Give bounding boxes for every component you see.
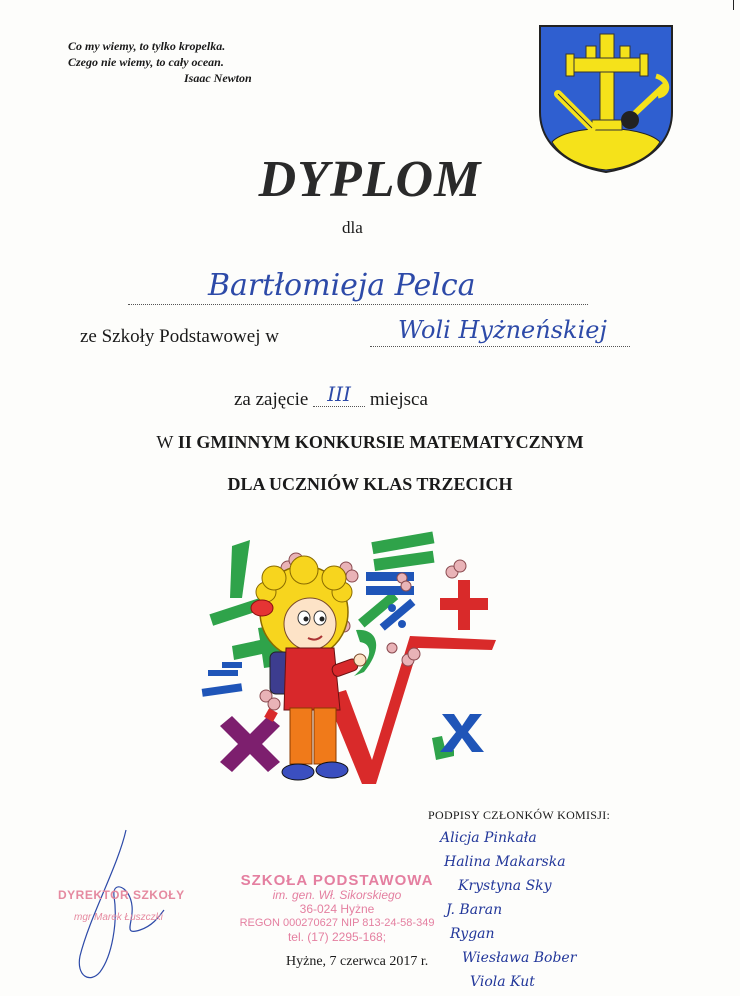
quote-line-2: Czego nie wiemy, to cały ocean. bbox=[68, 55, 224, 69]
place-prefix: za zajęcie bbox=[234, 389, 309, 410]
signature: Halina Makarska bbox=[444, 854, 566, 870]
signature: Wiesława Bober bbox=[462, 950, 577, 966]
director-title: DYREKTOR SZKOŁY bbox=[58, 888, 185, 902]
school-prefix: ze Szkoły Podstawowej w bbox=[80, 326, 279, 347]
place-date: Hyżne, 7 czerwca 2017 r. bbox=[286, 954, 429, 969]
place-row bbox=[234, 382, 428, 411]
director-name: mgr Marek Łuszczki bbox=[74, 912, 163, 923]
for-label: dla bbox=[342, 218, 363, 237]
recipient-name: Bartłomieja Pelca bbox=[208, 268, 476, 303]
contest-line-1 bbox=[0, 432, 740, 453]
director-stamp bbox=[58, 888, 185, 923]
stamp-ids: REGON 000270627 NIP 813-24-58-349 bbox=[239, 917, 435, 929]
signature: Alicja Pinkała bbox=[440, 830, 537, 846]
signature: Rygan bbox=[450, 926, 495, 942]
contest-line-2: DLA UCZNIÓW KLAS TRZECICH bbox=[227, 474, 513, 494]
school-stamp bbox=[232, 874, 442, 944]
commission-header: PODPISY CZŁONKÓW KOMISJI: bbox=[428, 808, 611, 822]
stamp-phone: tel. (17) 2295-168; bbox=[287, 930, 387, 944]
stamp-school-name: SZKOŁA PODSTAWOWA bbox=[240, 872, 434, 889]
school-place: Woli Hyżneńskiej bbox=[398, 316, 607, 344]
school-line bbox=[370, 316, 630, 347]
contest-prefix: W bbox=[156, 432, 174, 452]
commission-signatures bbox=[440, 826, 670, 994]
scan-edge-mark bbox=[733, 0, 734, 10]
contest-name: II GMINNYM KONKURSIE MATEMATYCZNYM bbox=[177, 432, 584, 452]
newton-quote bbox=[68, 38, 252, 86]
place-suffix: miejsca bbox=[369, 389, 428, 410]
place-value: III bbox=[313, 382, 365, 407]
recipient-line bbox=[128, 268, 588, 305]
diploma-title: DYPLOM bbox=[258, 151, 482, 208]
math-child-illustration bbox=[196, 520, 506, 790]
stamp-address: 36-024 Hyżne bbox=[299, 902, 375, 916]
quote-author: Isaac Newton bbox=[184, 71, 252, 85]
signature: Krystyna Sky bbox=[458, 878, 552, 894]
stamp-patron: im. gen. Wł. Sikorskiego bbox=[272, 888, 402, 902]
signature: Viola Kut bbox=[470, 974, 535, 990]
signature: J. Baran bbox=[446, 902, 503, 918]
quote-line-1: Co my wiemy, to tylko kropelka. bbox=[68, 39, 226, 53]
